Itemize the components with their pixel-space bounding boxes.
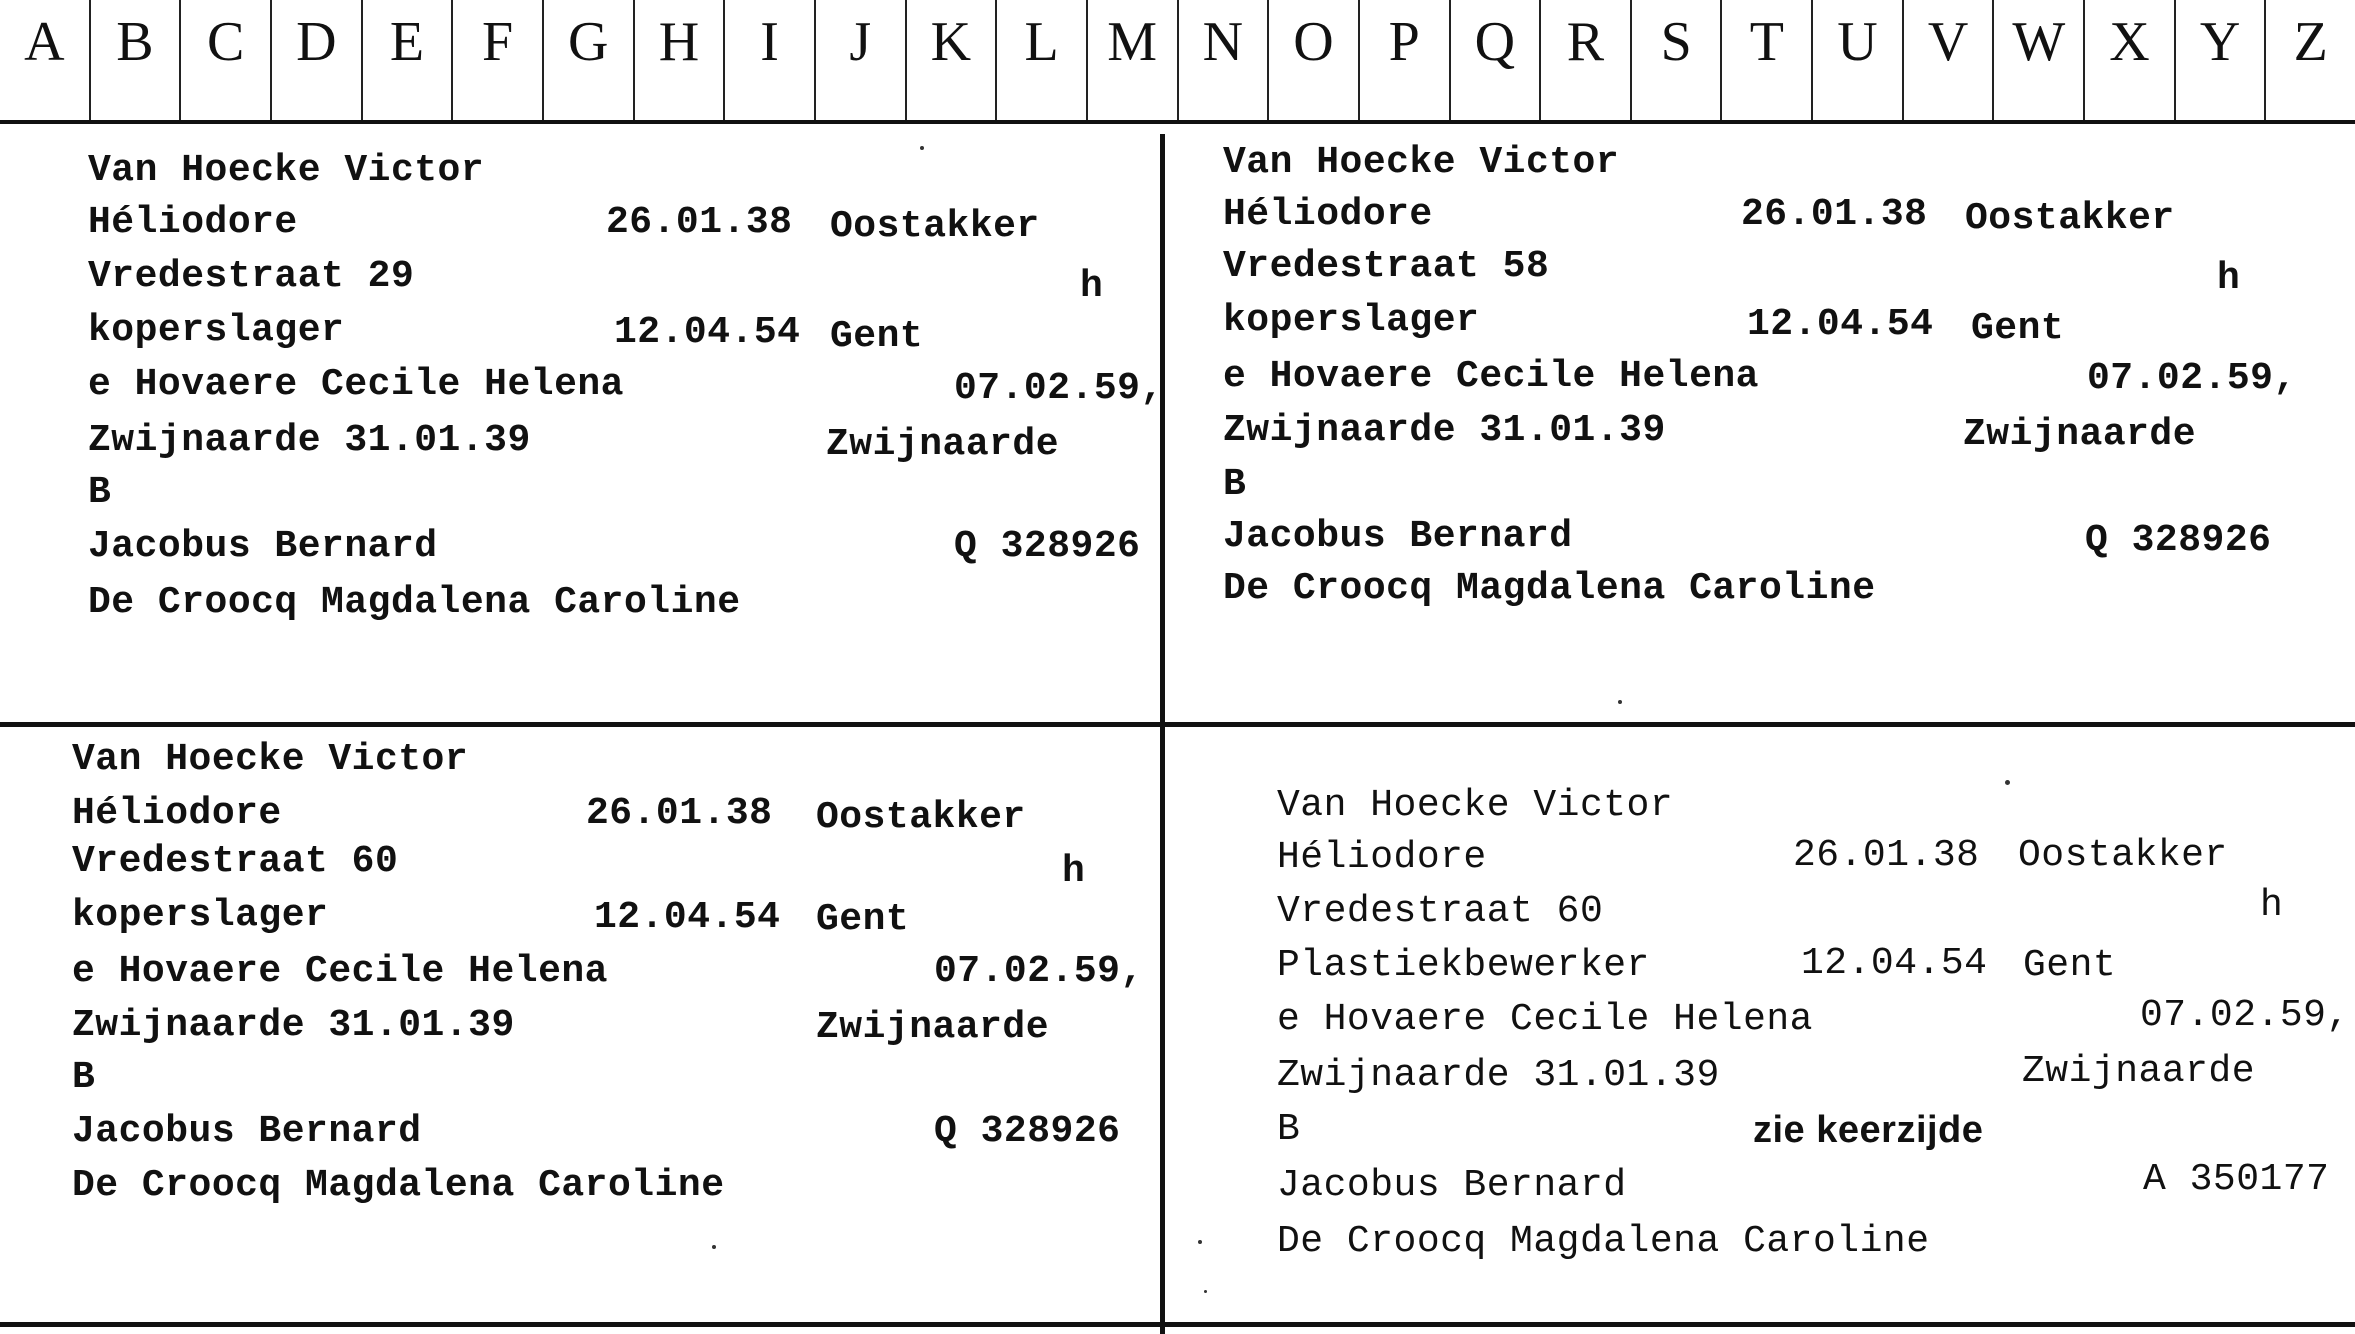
alpha-letter: G <box>544 0 635 120</box>
card-birth-place: Oostakker <box>816 796 1026 839</box>
card-code: B <box>88 471 112 514</box>
card-marker: h <box>1062 850 1086 893</box>
scan-speck <box>2005 780 2010 785</box>
alpha-letter: H <box>635 0 726 120</box>
card-marker: h <box>2260 884 2284 927</box>
card-spouse: e Hovaere Cecile Helena <box>88 363 624 406</box>
card-marriage-date: 07.02.59, <box>2140 994 2350 1037</box>
alpha-letter: M <box>1088 0 1179 120</box>
card-code: B <box>1277 1108 1301 1151</box>
card-divider-bottom <box>0 1322 2355 1327</box>
alpha-letter: N <box>1179 0 1270 120</box>
alpha-letter: R <box>1541 0 1632 120</box>
alpha-letter: X <box>2085 0 2176 120</box>
card-address: Vredestraat 29 <box>88 255 415 298</box>
record-card-3 <box>0 727 1160 1322</box>
alpha-letter: P <box>1360 0 1451 120</box>
card-mother: De Croocq Magdalena Caroline <box>1277 1220 1930 1263</box>
card-address: Vredestraat 58 <box>1223 245 1550 288</box>
alpha-letter: I <box>725 0 816 120</box>
card-spouse-place: Zwijnaarde <box>2022 1050 2256 1093</box>
card-spouse-birth: Zwijnaarde 31.01.39 <box>1223 409 1666 452</box>
card-spouse-birth: Zwijnaarde 31.01.39 <box>72 1004 515 1047</box>
alpha-letter: J <box>816 0 907 120</box>
card-number: Q 328926 <box>934 1110 1121 1153</box>
card-spouse-place: Zwijnaarde <box>816 1006 1050 1049</box>
scan-speck <box>920 146 924 150</box>
scan-speck <box>1204 1290 1207 1293</box>
card-note-stamp: zie keerzijde <box>1753 1109 1984 1151</box>
alpha-letter: Y <box>2176 0 2267 120</box>
card-birth-date: 26.01.38 <box>606 201 793 244</box>
alpha-letter: T <box>1722 0 1813 120</box>
card-birth-date: 26.01.38 <box>1741 193 1928 236</box>
card-spouse-place: Zwijnaarde <box>1963 413 2197 456</box>
card-spouse-place: Zwijnaarde <box>826 423 1060 466</box>
card-name: Van Hoecke Victor <box>1223 141 1620 184</box>
card-given-name: Héliodore <box>72 792 282 835</box>
card-mother: De Croocq Magdalena Caroline <box>88 581 741 624</box>
card-marker: h <box>2217 257 2241 300</box>
card-mother: De Croocq Magdalena Caroline <box>1223 567 1876 610</box>
record-card-4 <box>1165 727 2355 1322</box>
alpha-letter: V <box>1904 0 1995 120</box>
card-occupation: koperslager <box>72 894 329 937</box>
alpha-letter: S <box>1632 0 1723 120</box>
card-occupation: koperslager <box>1223 299 1480 342</box>
card-code: B <box>1223 463 1247 506</box>
card-place: Gent <box>2023 944 2117 987</box>
alpha-letter: Q <box>1451 0 1542 120</box>
card-name: Van Hoecke Victor <box>88 149 485 192</box>
card-code: B <box>72 1056 96 1099</box>
alpha-letter: Z <box>2293 11 2328 73</box>
card-marriage-date: 07.02.59, <box>934 950 1144 993</box>
card-occupation: koperslager <box>88 309 345 352</box>
card-spouse: e Hovaere Cecile Helena <box>1277 998 1813 1041</box>
card-birth-place: Oostakker <box>830 205 1040 248</box>
alpha-letter: O <box>1269 0 1360 120</box>
card-given-name: Héliodore <box>1223 193 1433 236</box>
card-place: Gent <box>816 898 910 941</box>
card-date: 12.04.54 <box>614 311 801 354</box>
card-marriage-date: 07.02.59, <box>954 367 1164 410</box>
card-birth-place: Oostakker <box>1965 197 2175 240</box>
card-father: Jacobus Bernard <box>1223 515 1573 558</box>
card-date: 12.04.54 <box>594 896 781 939</box>
alpha-letter: A <box>0 0 91 120</box>
card-marriage-date: 07.02.59, <box>2087 357 2297 400</box>
scan-speck <box>1198 1240 1202 1244</box>
card-address: Vredestraat 60 <box>72 840 399 883</box>
alphabet-index-bar <box>0 0 2355 124</box>
card-father: Jacobus Bernard <box>88 525 438 568</box>
card-place: Gent <box>1971 307 2065 350</box>
scan-speck <box>712 1245 716 1249</box>
alpha-letter: B <box>91 0 182 120</box>
card-place: Gent <box>830 315 924 358</box>
card-name: Van Hoecke Victor <box>1277 784 1674 827</box>
alpha-letter: W <box>1994 0 2085 120</box>
card-spouse: e Hovaere Cecile Helena <box>72 950 608 993</box>
card-name: Van Hoecke Victor <box>72 738 469 781</box>
alpha-letter: L <box>997 0 1088 120</box>
card-father: Jacobus Bernard <box>1277 1164 1627 1207</box>
card-number: Q 328926 <box>954 525 1141 568</box>
alpha-letter: U <box>1813 0 1904 120</box>
record-card-1 <box>0 140 1164 720</box>
card-number: Q 328926 <box>2085 519 2272 562</box>
card-address: Vredestraat 60 <box>1277 890 1604 933</box>
card-birth-place: Oostakker <box>2018 834 2228 877</box>
alpha-letter: C <box>181 0 272 120</box>
alpha-letter: K <box>907 0 998 120</box>
scan-speck <box>1618 700 1622 704</box>
card-mother: De Croocq Magdalena Caroline <box>72 1164 725 1207</box>
card-given-name: Héliodore <box>88 201 298 244</box>
alpha-letter: E <box>363 0 454 120</box>
card-birth-date: 26.01.38 <box>586 792 773 835</box>
card-spouse: e Hovaere Cecile Helena <box>1223 355 1759 398</box>
card-spouse-birth: Zwijnaarde 31.01.39 <box>88 419 531 462</box>
record-card-2 <box>1165 134 2355 720</box>
card-spouse-birth: Zwijnaarde 31.01.39 <box>1277 1054 1720 1097</box>
card-marker: h <box>1080 265 1104 308</box>
card-given-name: Héliodore <box>1277 836 1487 879</box>
card-father: Jacobus Bernard <box>72 1110 422 1153</box>
alpha-letter: F <box>453 0 544 120</box>
card-date: 12.04.54 <box>1801 942 1988 985</box>
card-number: A 350177 <box>2143 1158 2330 1201</box>
card-occupation: Plastiekbewerker <box>1277 944 1650 987</box>
card-birth-date: 26.01.38 <box>1793 834 1980 877</box>
card-date: 12.04.54 <box>1747 303 1934 346</box>
alpha-letter: D <box>272 0 363 120</box>
